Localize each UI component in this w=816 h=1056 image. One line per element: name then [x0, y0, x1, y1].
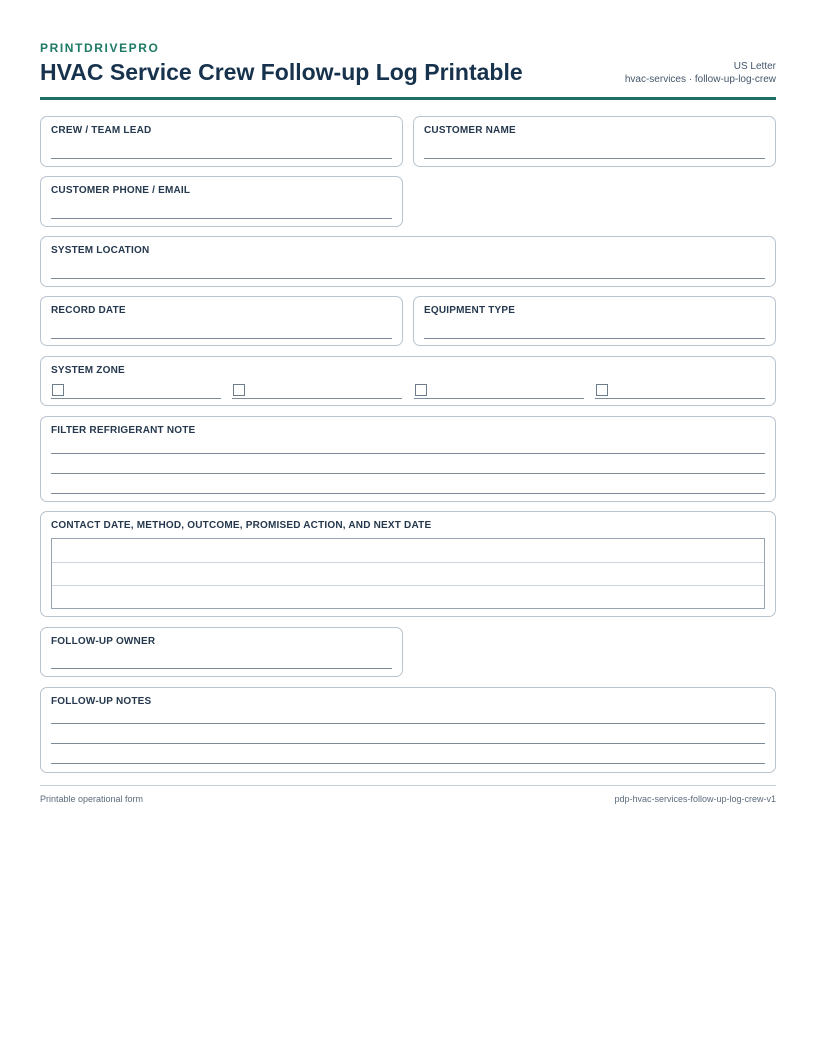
followup-owner-field — [40, 627, 403, 677]
contact-log-row-divider-2 — [52, 585, 764, 586]
record-date-field — [40, 296, 403, 346]
crew-lead-label: CREW / TEAM LEAD — [51, 125, 152, 136]
followup-notes-line-2[interactable] — [51, 743, 765, 744]
record-date-write-line[interactable] — [51, 338, 392, 339]
equipment-type-label: EQUIPMENT TYPE — [424, 305, 516, 316]
crew-lead-write-line[interactable] — [51, 158, 392, 159]
paper-size: US Letter — [733, 61, 776, 72]
customer-name-write-line[interactable] — [424, 158, 765, 159]
customer-contact-write-line[interactable] — [51, 218, 392, 219]
system-zone-option-line-1[interactable] — [51, 398, 221, 399]
contact-log-field — [40, 511, 776, 617]
footer-rule — [40, 785, 776, 786]
system-zone-checkbox-3[interactable] — [415, 384, 427, 396]
followup-notes-label: FOLLOW-UP NOTES — [51, 696, 152, 707]
header-rule — [40, 97, 776, 100]
system-zone-checkbox-1[interactable] — [52, 384, 64, 396]
system-zone-option-line-3[interactable] — [414, 398, 584, 399]
followup-notes-field — [40, 687, 776, 773]
followup-owner-label: FOLLOW-UP OWNER — [51, 636, 156, 647]
customer-contact-field — [40, 176, 403, 227]
system-location-write-line[interactable] — [51, 278, 765, 279]
crew-lead-field — [40, 116, 403, 167]
footer-left-text: Printable operational form — [40, 794, 144, 804]
filter-note-line-2[interactable] — [51, 473, 765, 474]
filter-note-line-3[interactable] — [51, 493, 765, 494]
filter-note-field — [40, 416, 776, 502]
record-date-label: RECORD DATE — [51, 305, 126, 316]
system-zone-option-line-2[interactable] — [232, 398, 402, 399]
system-zone-field — [40, 356, 776, 406]
customer-name-field — [413, 116, 776, 167]
system-location-label: SYSTEM LOCATION — [51, 245, 150, 256]
contact-log-label: CONTACT DATE, METHOD, OUTCOME, PROMISED ACTION, AND NEXT DATE — [51, 520, 432, 531]
equipment-type-field — [413, 296, 776, 346]
contact-log-row-divider-1 — [52, 562, 764, 563]
brand-name: PRINTDRIVEPRO — [40, 41, 160, 55]
system-zone-checkbox-4[interactable] — [596, 384, 608, 396]
filter-note-label: FILTER REFRIGERANT NOTE — [51, 425, 196, 436]
system-zone-checkbox-2[interactable] — [233, 384, 245, 396]
page-title: HVAC Service Crew Follow-up Log Printable — [40, 59, 523, 85]
form-slug: hvac-services · follow-up-log-crew — [624, 74, 776, 85]
customer-contact-label: CUSTOMER PHONE / EMAIL — [51, 185, 191, 196]
system-zone-label: SYSTEM ZONE — [51, 365, 125, 376]
footer-form-id: pdp-hvac-services-follow-up-log-crew-v1 — [614, 794, 776, 804]
followup-notes-line-1[interactable] — [51, 723, 765, 724]
system-zone-option-line-4[interactable] — [595, 398, 765, 399]
filter-note-line-1[interactable] — [51, 453, 765, 454]
followup-owner-write-line[interactable] — [51, 668, 392, 669]
contact-log-table — [51, 538, 765, 609]
followup-notes-line-3[interactable] — [51, 763, 765, 764]
system-location-field — [40, 236, 776, 287]
page-meta — [625, 60, 776, 86]
equipment-type-write-line[interactable] — [424, 338, 765, 339]
customer-name-label: CUSTOMER NAME — [424, 125, 516, 136]
